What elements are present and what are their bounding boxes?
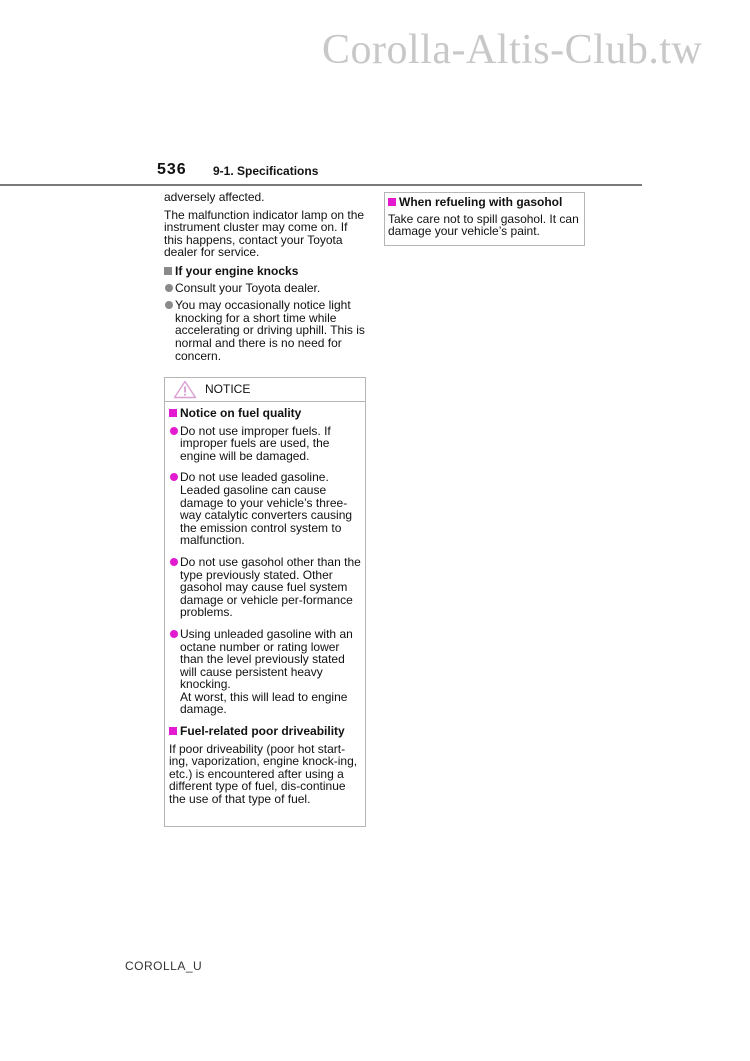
notice-label: NOTICE (205, 382, 251, 397)
list-item (169, 628, 361, 716)
gasohol-heading (388, 196, 581, 209)
circle-bullet-icon (170, 630, 178, 638)
square-bullet-icon (169, 727, 177, 735)
circle-bullet-icon (170, 427, 178, 435)
square-bullet-icon (164, 267, 172, 275)
square-bullet-icon (169, 409, 177, 417)
gasohol-box (384, 192, 585, 246)
list-item (169, 425, 361, 463)
warning-triangle-icon (173, 380, 197, 399)
knock-heading-text: If your engine knocks (175, 263, 299, 278)
fuel-quality-heading (169, 407, 361, 420)
list-item (164, 282, 369, 295)
list-item-text-line: Using unleaded gasoline with an octane number or rating lower than the level previously stated will cause persistent heavy knocking. (180, 626, 353, 692)
list-item (169, 471, 361, 547)
gasohol-heading-text: When refueling with gasohol (399, 195, 563, 209)
circle-bullet-icon (170, 473, 178, 481)
notice-header (165, 378, 365, 402)
notice-body (165, 402, 365, 806)
knock-heading (164, 265, 369, 278)
page-header (0, 160, 642, 186)
list-item-text: Do not use leaded gasoline. Leaded gasoline can cause damage to your vehicle’s three-way catalytic converters causing the emission control system to malfunction. (180, 470, 353, 548)
circle-bullet-icon (165, 301, 173, 309)
list-item-text: Consult your Toyota dealer. (175, 280, 321, 295)
page-number: 536 (157, 161, 187, 178)
gasohol-text: Take care not to spill gasohol. It can damage your vehicle’s paint. (388, 211, 579, 239)
list-item-text (180, 628, 361, 716)
circle-bullet-icon (165, 284, 173, 292)
list-item-text: You may occasionally notice light knocking for a short time while accelerating or driving uphill. This is normal and there is no need for concern. (175, 298, 365, 363)
driveability-heading-text: Fuel-related poor driveability (180, 724, 345, 739)
list-item-text: Do not use gasohol other than the type previously stated. Other gasohol may cause fuel system damage or vehicle per-formance problems. (180, 554, 361, 620)
driveability-heading (169, 725, 361, 738)
driveability-text: If poor driveability (poor hot start-ing, vaporization, engine knock-ing, etc.) is encountered after using a different type of fuel, dis-continue the use of that type of fuel. (169, 741, 358, 807)
fuel-quality-heading-text: Notice on fuel quality (180, 406, 302, 420)
left-column (164, 191, 369, 367)
list-item (169, 556, 361, 619)
notice-box (164, 377, 366, 827)
footer-label: COROLLA_U (125, 959, 203, 973)
watermark-text: Corolla-Altis-Club.tw (322, 27, 703, 73)
list-item-text-line: At worst, this will lead to engine damage. (180, 689, 348, 717)
list-item (164, 299, 369, 362)
section-title: 9-1. Specifications (213, 164, 319, 178)
paragraph-malfunction-lamp: The malfunction indicator lamp on the instrument cluster may come on. If this happens, contact your Toyota dealer for service. (164, 207, 365, 260)
paragraph-continued: adversely affected. (164, 190, 265, 204)
circle-bullet-icon (170, 558, 178, 566)
list-item-text: Do not use improper fuels. If improper fuels are used, the engine will be damaged. (180, 423, 331, 463)
square-bullet-icon (388, 198, 396, 206)
